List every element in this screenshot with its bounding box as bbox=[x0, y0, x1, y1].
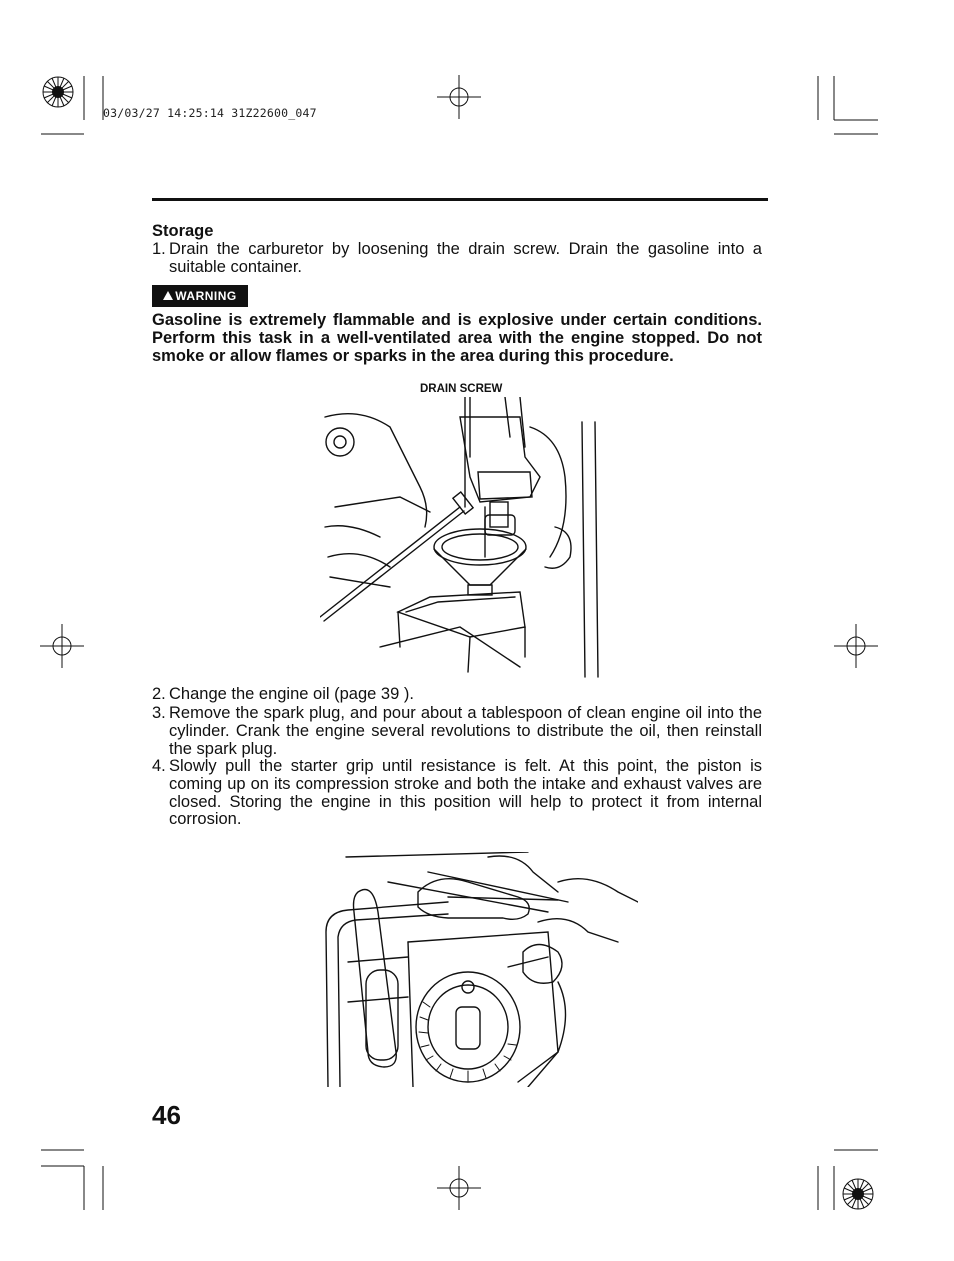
step-number: 3. bbox=[152, 704, 166, 722]
step-number: 1. bbox=[152, 240, 166, 258]
step-text: Remove the spark plug, and pour about a tablespoon of clean engine oil into the cylinder. Crank the engine several revolutions to distribute the oil, then reinstall the spark plug. bbox=[169, 704, 762, 758]
starter-grip-illustration bbox=[318, 852, 638, 1087]
step-number: 4. bbox=[152, 757, 166, 775]
print-stamp: 03/03/27 14:25:14 31Z22600_047 bbox=[103, 106, 317, 120]
step-text: Change the engine oil (page 39 ). bbox=[169, 685, 414, 703]
carburetor-drain-illustration bbox=[320, 397, 610, 682]
warning-text: Gasoline is extremely flammable and is explosive under certain conditions. Perform this task in a well-ventilated area with the engine stopped. Do not smoke or allow flames or sparks in the area during this procedure. bbox=[152, 311, 762, 365]
warning-badge bbox=[152, 285, 248, 307]
step-2 bbox=[152, 686, 762, 704]
section-heading: Storage bbox=[152, 222, 214, 240]
drain-screw-callout: DRAIN SCREW bbox=[420, 383, 503, 395]
step-text: Slowly pull the starter grip until resistance is felt. At this point, the piston is coming up on its compression stroke and both the intake and exhaust valves are closed. Storing the engine in this position will help to protect it from internal corrosion. bbox=[169, 757, 762, 829]
page-number: 46 bbox=[152, 1100, 181, 1130]
step-4 bbox=[152, 758, 762, 829]
step-number: 2. bbox=[152, 685, 166, 703]
warning-label: WARNING bbox=[175, 289, 237, 303]
step-text: Drain the carburetor by loosening the drain screw. Drain the gasoline into a suitable container. bbox=[169, 240, 762, 276]
step-1 bbox=[152, 241, 762, 277]
step-3 bbox=[152, 705, 762, 758]
header-rule bbox=[152, 198, 768, 201]
warning-triangle-icon bbox=[163, 291, 173, 300]
